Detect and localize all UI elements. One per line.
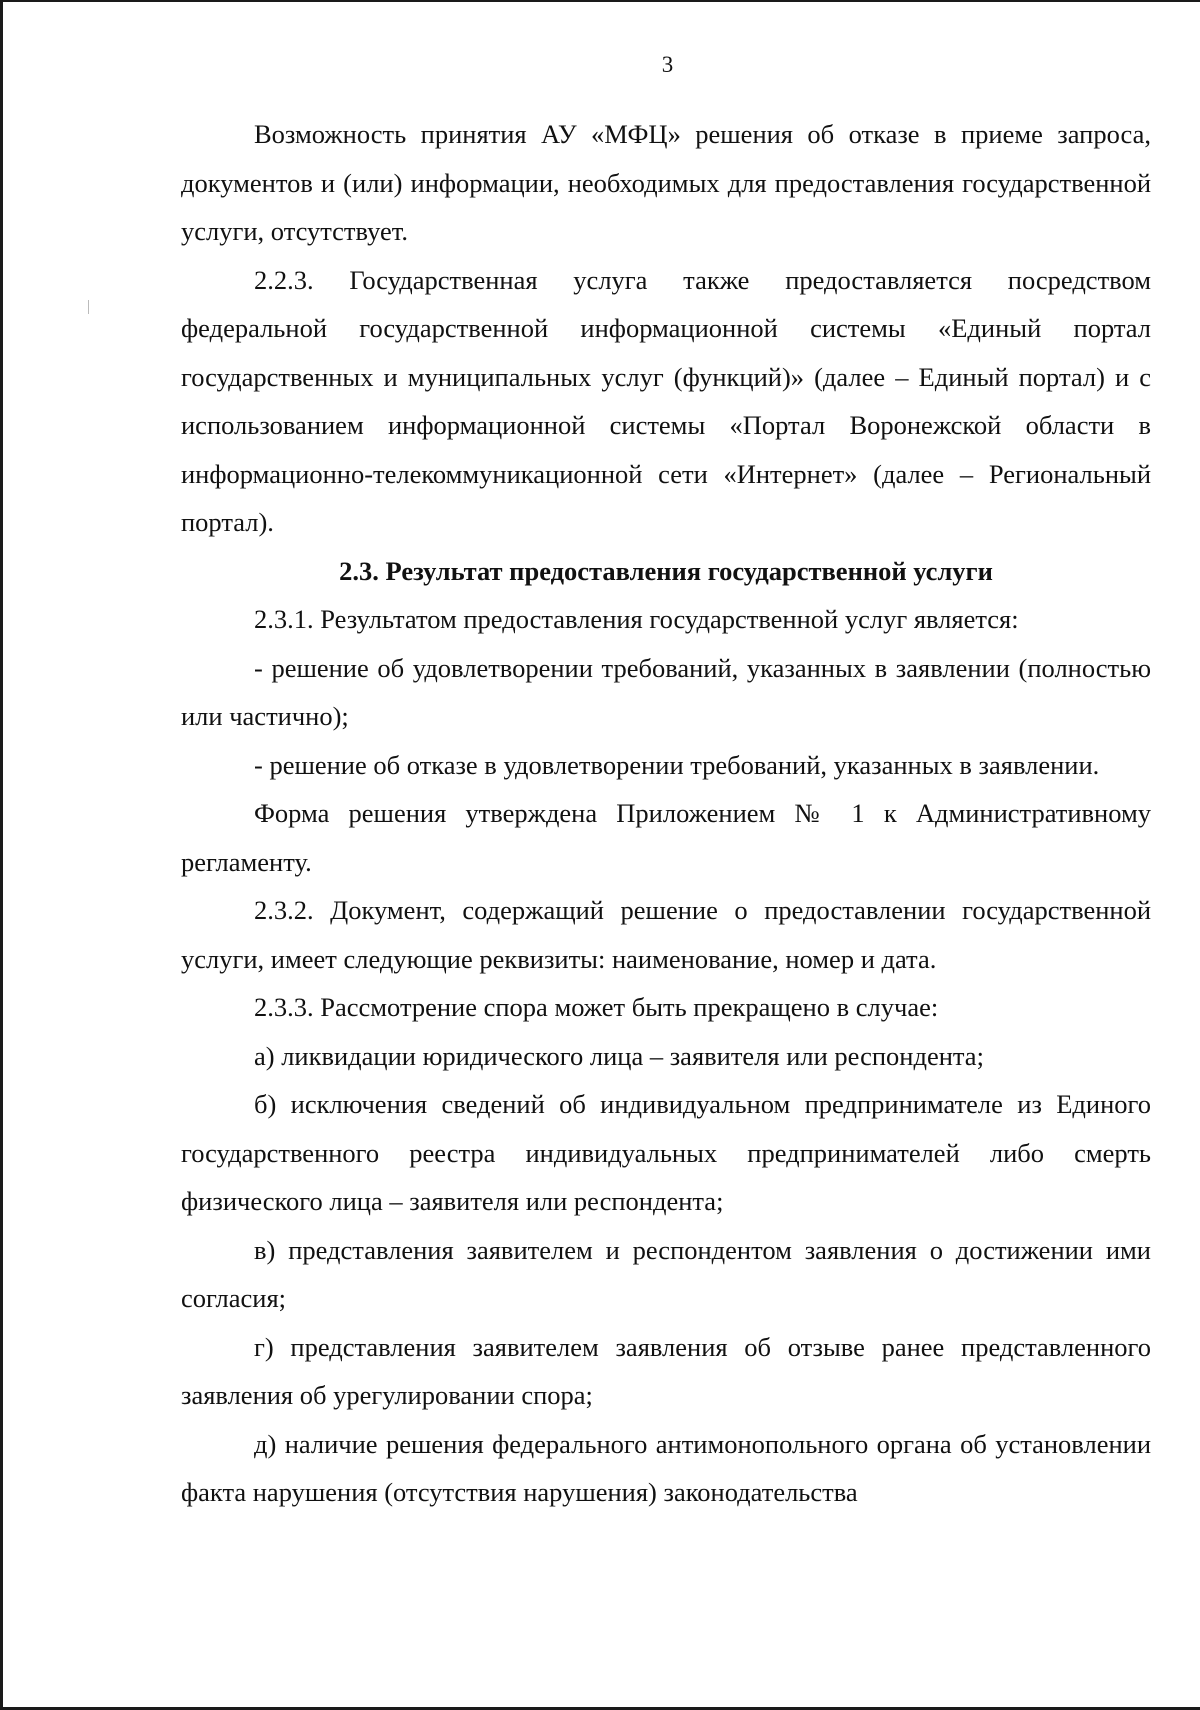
document-body bbox=[181, 110, 1151, 1517]
scan-speck bbox=[88, 300, 89, 314]
paragraph-2-3-1: 2.3.1. Результатом предоставления государственной услуг является: bbox=[254, 604, 1019, 634]
scan-border-left bbox=[0, 0, 3, 1710]
list-item-v: в) представления заявителем и респондентом заявления о достижении ими согласия; bbox=[181, 1234, 1151, 1313]
list-item-b: б) исключения сведений об индивидуальном предпринимателе из Единого государственного реестра индивидуальных предпринимателей либо смерть физического лица – заявителя или респондента; bbox=[181, 1089, 1151, 1216]
list-item-d: д) наличие решения федерального антимонопольного органа об установлении факта нарушения (отсутствия нарушения) законодательства bbox=[181, 1428, 1151, 1507]
list-item-g: г) представления заявителем заявления об отзыве ранее представленного заявления об урегулировании спора; bbox=[181, 1331, 1151, 1410]
list-item-a: а) ликвидации юридического лица – заявителя или респондента; bbox=[254, 1040, 984, 1071]
scan-border-top bbox=[0, 0, 1200, 2]
paragraph-2-3-2: 2.3.2. Документ, содержащий решение о предоставлении государственной услуги, имеет следующие реквизиты: наименование, номер и дата. bbox=[181, 895, 1151, 974]
page-number: 3 bbox=[661, 52, 674, 77]
paragraph-decision-form: Форма решения утверждена Приложением № 1 к Административному регламенту. bbox=[181, 798, 1151, 877]
list-item-decision-satisfaction: - решение об удовлетворении требований, указанных в заявлении (полностью или частично); bbox=[181, 652, 1151, 731]
paragraph-mfc-refusal: Возможность принятия АУ «МФЦ» решения об отказе в приеме запроса, документов и (или) информации, необходимых для предоставления государственной услуги, отсутствует. bbox=[181, 119, 1151, 246]
list-item-decision-refusal: - решение об отказе в удовлетворении требований, указанных в заявлении. bbox=[254, 749, 1100, 780]
paragraph-2-3-3: 2.3.3. Рассмотрение спора может быть прекращено в случае: bbox=[254, 992, 939, 1022]
section-heading-2-3: 2.3. Результат предоставления государственной услуги bbox=[339, 555, 993, 586]
paragraph-2-2-3: 2.2.3. Государственная услуга также предоставляется посредством федеральной государственной информационной системы «Единый портал государственных и муниципальных услуг (функций)» (далее – Единый портал) и с использованием информационной системы «Портал Воронежской области в информационно-телекоммуникационной сети «Интернет» (далее – Региональный портал). bbox=[181, 264, 1151, 537]
